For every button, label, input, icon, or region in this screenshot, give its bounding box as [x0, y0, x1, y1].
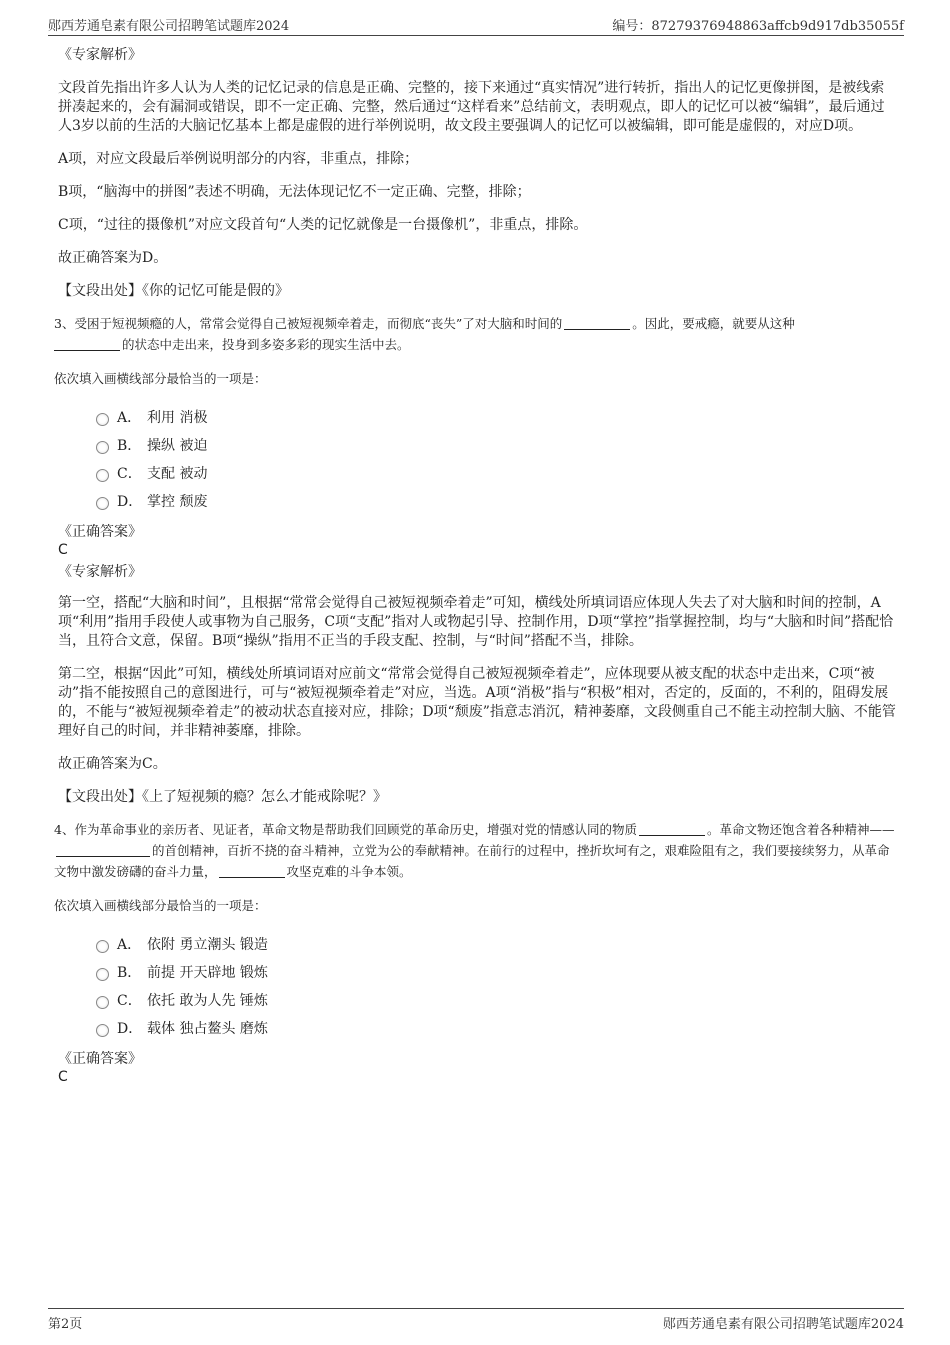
question-3-stem: 3、受困于短视频瘾的人，常常会觉得自己被短视频牵着走，而彻底“丧失”了对大脑和时间的 。因此，要戒瘾，就要从这种 的状态中走出来，投身到多姿多彩的现实生活中去。 [54, 316, 795, 352]
analysis-label: 《专家解析》 [58, 47, 142, 63]
fill-blank [639, 822, 705, 836]
fill-blank [56, 843, 150, 857]
fill-blank [54, 337, 120, 351]
question-4-options [96, 930, 898, 1042]
answer-label: 《正确答案》 [58, 1051, 142, 1067]
answer-value: C [58, 542, 68, 558]
option-d[interactable]: D． 掌控 颓废 [96, 487, 898, 515]
option-c[interactable]: C． 支配 被动 [96, 459, 898, 487]
document-id: 编号：87279376948863affcb9d917db35055f [612, 19, 904, 34]
answer-label: 《正确答案》 [58, 524, 142, 540]
analysis-paragraph: B项，“脑海中的拼图”表述不明确，无法体现记忆不一定正确、完整，排除； [58, 184, 531, 200]
option-b[interactable]: B． 前提 开天辟地 锻炼 [96, 958, 898, 986]
radio-icon[interactable] [96, 469, 109, 482]
radio-icon[interactable] [96, 497, 109, 510]
header-title: 郧西芳通皂素有限公司招聘笔试题库2024 [48, 19, 290, 34]
option-a[interactable]: A． 利用 消极 [96, 403, 898, 431]
radio-icon[interactable] [96, 441, 109, 454]
fill-blank [564, 316, 630, 330]
answer-value: C [58, 1069, 68, 1085]
source-citation: 【文段出处】《你的记忆可能是假的》 [58, 283, 289, 299]
page-footer [48, 1308, 904, 1330]
question-3-prompt: 依次填入画横线部分最恰当的一项是： [54, 371, 267, 386]
analysis-paragraph: A项，对应文段最后举例说明部分的内容，非重点，排除； [58, 151, 419, 167]
option-d[interactable]: D． 载体 独占鳌头 磨炼 [96, 1014, 898, 1042]
question-3-options [96, 403, 898, 515]
option-c[interactable]: C． 依托 敢为人先 锤炼 [96, 986, 898, 1014]
radio-icon[interactable] [96, 413, 109, 426]
question-4-prompt: 依次填入画横线部分最恰当的一项是： [54, 898, 267, 913]
page-number: 第2页 [48, 1317, 83, 1332]
analysis-conclusion: 故正确答案为C。 [58, 756, 167, 772]
option-b[interactable]: B． 操纵 被迫 [96, 431, 898, 459]
page-content [54, 46, 898, 1090]
analysis-conclusion: 故正确答案为D。 [58, 250, 168, 266]
analysis-paragraph: 第二空，根据“因此”可知，横线处所填词语对应前文“常常会觉得自己被短视频牵着走”，应体现要从被支配的状态中走出来，C项“被动”指不能按照自己的意图进行，可与“被短视频牵着走”对应，当选。A项“消极”指与“积极”相对，否定的，反面的，不利的，阻碍发展的，不能与“被短视频牵着走”的被动状态直接对应，排除；D项“颓废”指意志消沉，精神萎靡，文段侧重自己不能主动控制大脑、不能管理好自己的时间，并非精神萎靡，排除。 [58, 666, 896, 739]
radio-icon[interactable] [96, 996, 109, 1009]
question-4-stem: 4、作为革命事业的亲历者、见证者，革命文物是帮助我们回顾党的革命历史，增强对党的情感认同的物质 。革命文物还饱含着各种精神——的首创精神，百折不挠的奋斗精神，立党为公的奉献精神。在前行的过程中，挫折坎坷有之，艰难险阻有之，我们要接续努力，从革命文物中激发磅礴的奋斗力量， 攻坚克难的斗争本领。 [54, 822, 895, 879]
analysis-paragraph: C项，“过往的摄像机”对应文段首句“人类的记忆就像是一台摄像机”，非重点，排除。 [58, 217, 588, 233]
analysis-label: 《专家解析》 [58, 564, 142, 580]
radio-icon[interactable] [96, 1024, 109, 1037]
radio-icon[interactable] [96, 968, 109, 981]
analysis-paragraph: 第一空，搭配“大脑和时间”，且根据“常常会觉得自己被短视频牵着走”可知，横线处所填词语应体现人失去了对大脑和时间的控制，A项“利用”指用手段使人或事物为自己服务，C项“支配”指对人或物起引导、控制作用，D项“掌控”指掌握控制，均与“大脑和时间”搭配恰当，且符合文意，保留。B项“操纵”指用不正当的手段支配、控制，与“时间”搭配不当，排除。 [58, 595, 894, 649]
option-a[interactable]: A． 依附 勇立潮头 锻造 [96, 930, 898, 958]
page-header [48, 14, 904, 36]
analysis-paragraph: 文段首先指出许多人认为人类的记忆记录的信息是正确、完整的，接下来通过“真实情况”进行转折，指出人的记忆更像拼图，是被线索拼凑起来的，会有漏洞或错误，即不一定正确、完整，然后通过“这样看来”总结前文，表明观点，即人的记忆可以被“编辑”，最后通过人3岁以前的生活的大脑记忆基本上都是虚假的进行举例说明，故文段主要强调人的记忆可以被编辑，即可能是虚假的，对应D项。 [58, 80, 885, 134]
footer-title: 郧西芳通皂素有限公司招聘笔试题库2024 [662, 1317, 904, 1332]
radio-icon[interactable] [96, 940, 109, 953]
source-citation: 【文段出处】《上了短视频的瘾？怎么才能戒除呢？》 [58, 789, 387, 805]
fill-blank [219, 864, 285, 878]
